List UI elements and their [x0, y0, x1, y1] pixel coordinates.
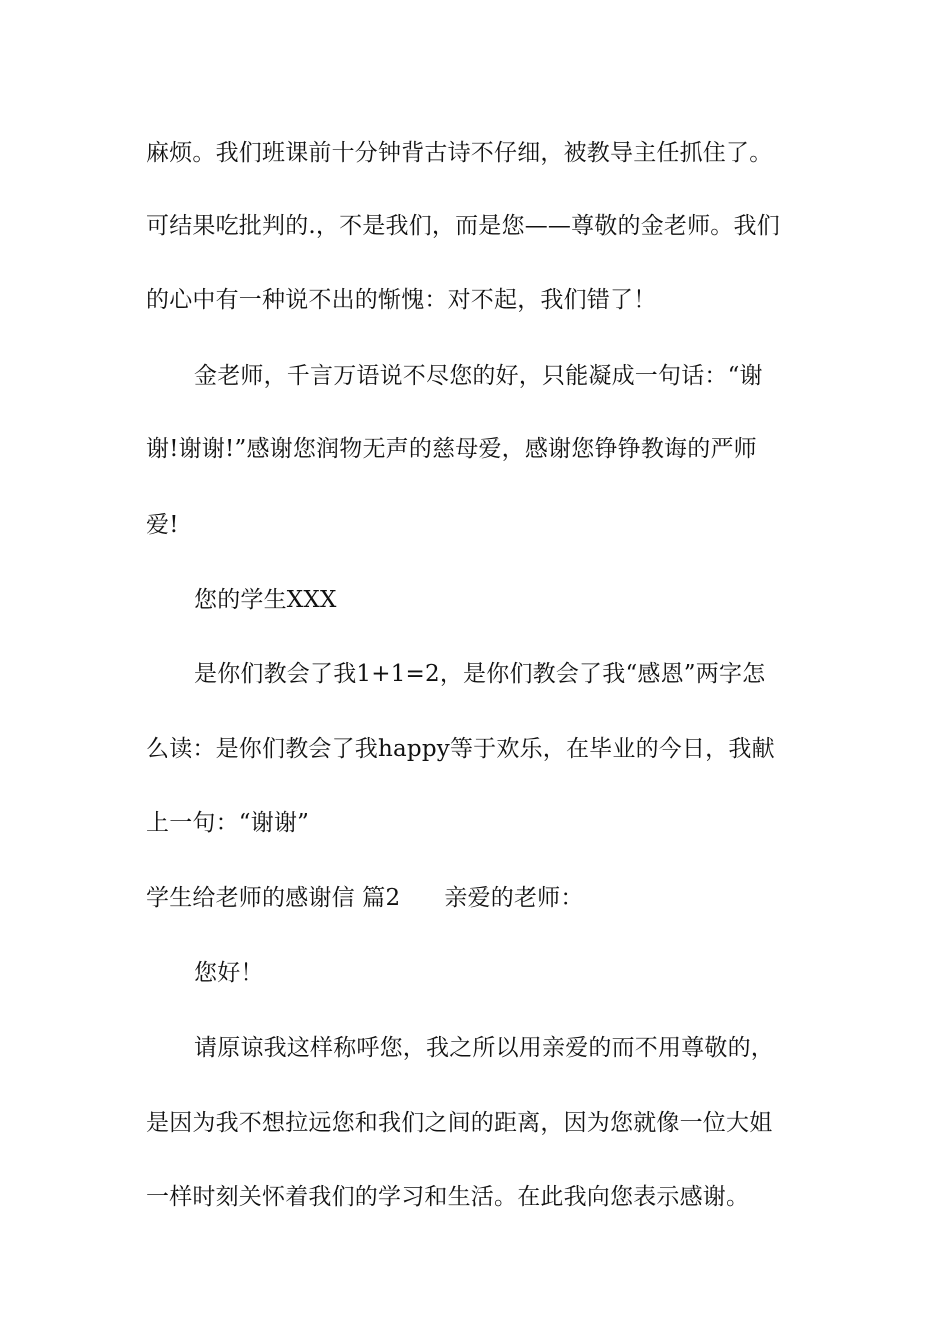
signature-line: 您的学生XXX	[194, 587, 337, 613]
greeting: 您好！	[194, 960, 264, 986]
text-line-4: 金老师，千言万语说不尽您的好，只能凝成一句话：“谢	[194, 363, 763, 389]
salutation: 亲爱的老师：	[444, 885, 584, 911]
text-line-8: 是你们教会了我1+1=2，是你们教会了我“感恩”两字怎	[194, 661, 766, 687]
text-line-16: 一样时刻关怀着我们的学习和生活。在此我向您表示感谢。	[146, 1184, 750, 1210]
text-line-3: 的心中有一种说不出的惭愧：对不起，我们错了！	[146, 287, 657, 313]
text-line-2: 可结果吃批判的.，不是我们，而是您——尊敬的金老师。我们	[146, 213, 780, 239]
section-heading-row	[146, 883, 816, 913]
section-heading: 学生给老师的感谢信 篇2	[146, 885, 401, 911]
text-line-14: 请原谅我这样称呼您，我之所以用亲爱的而不用尊敬的，	[194, 1035, 774, 1061]
text-line-10: 上一句：“谢谢”	[146, 810, 310, 836]
text-line-9: 么读：是你们教会了我happy等于欢乐，在毕业的今日，我献	[146, 736, 775, 762]
text-line-1: 麻烦。我们班课前十分钟背古诗不仔细，被教导主任抓住了。	[146, 140, 773, 166]
text-line-6: 爱!	[146, 512, 179, 538]
text-line-5: 谢!谢谢!”感谢您润物无声的慈母爱，感谢您铮铮教诲的严师	[146, 436, 757, 462]
text-line-15: 是因为我不想拉远您和我们之间的距离，因为您就像一位大姐	[146, 1110, 773, 1136]
